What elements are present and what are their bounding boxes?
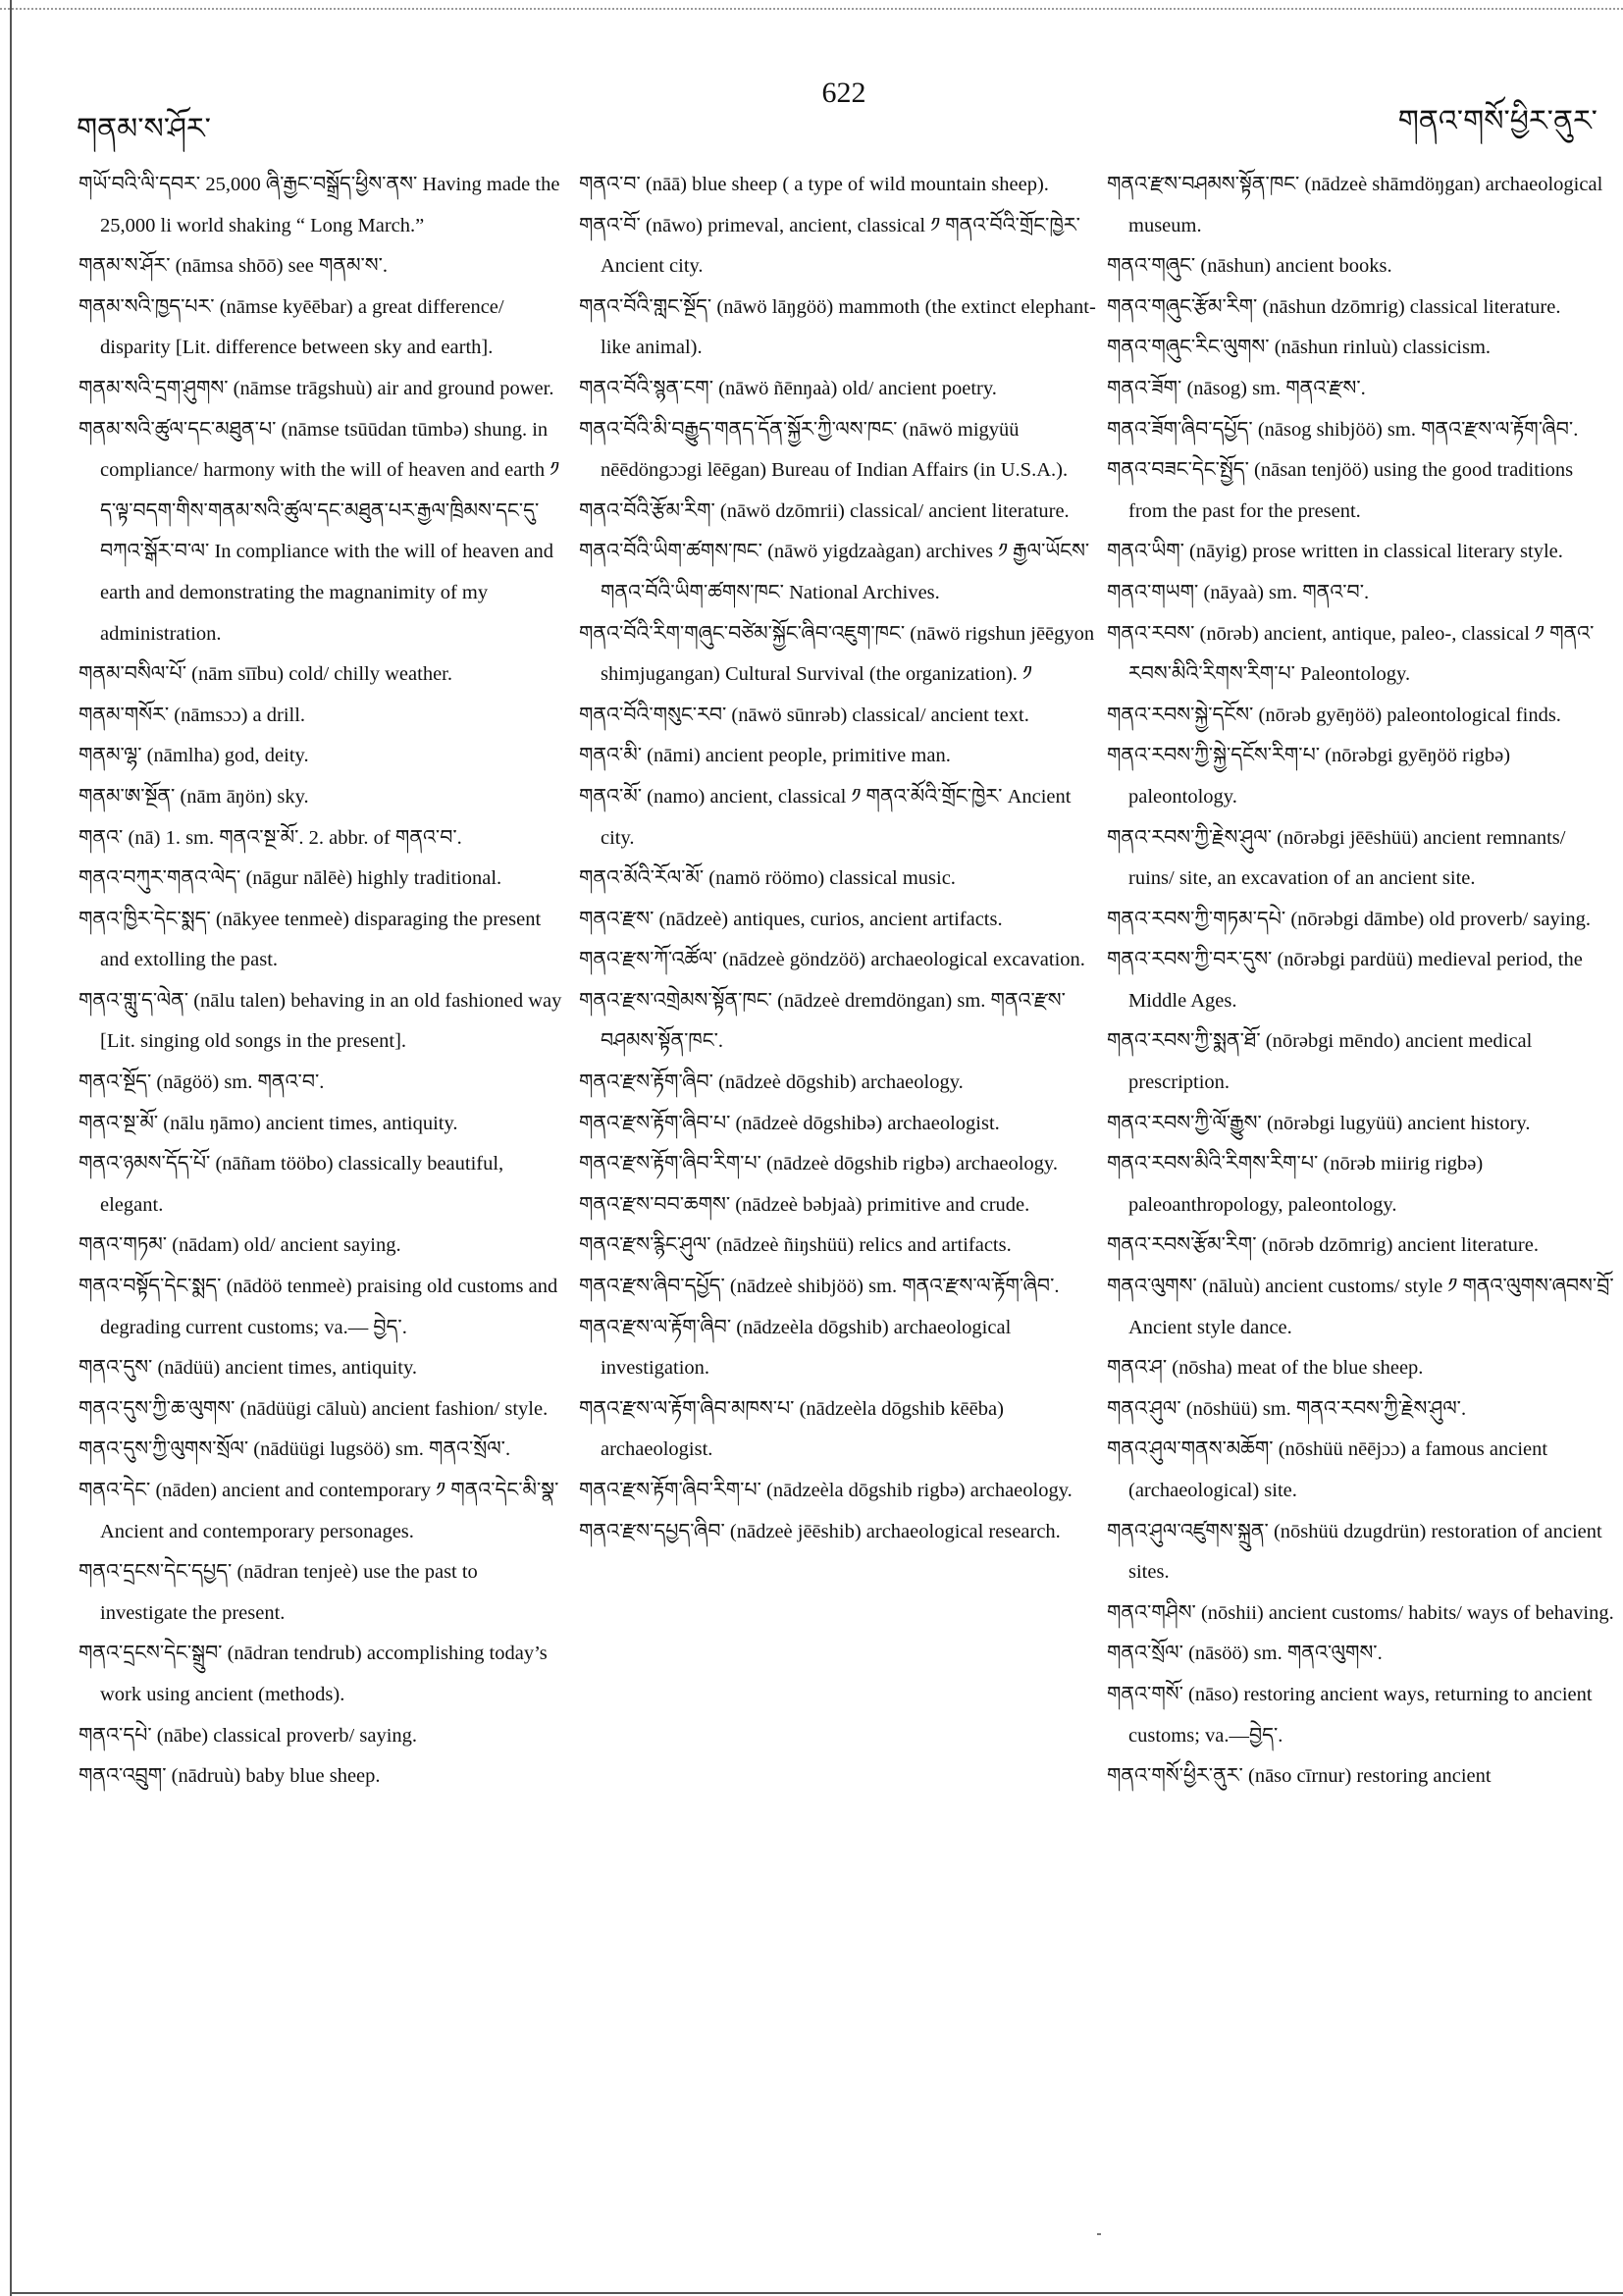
dictionary-entry: གནའ་སྔོད་ (nāgöö) sm. གནའ་བ་.	[79, 1071, 325, 1094]
bottom-scan-edge	[12, 2292, 1623, 2294]
dictionary-entry: གནའ་རྫས་ཀོ་འཚོལ་ (nādzeè göndzöö) archaeological excavation.	[579, 949, 1085, 971]
dictionary-entry: གནའ་བོའི་མི་བརྒྱུད་གནད་དོན་སྐྱོར་ཀྱི་ལས་ཁང་ (nāwö migyüü nēēdöngɔɔgi lēēgan) Bureau of Indian Affairs (in U.S.A.).	[579, 418, 1069, 482]
dictionary-entry: གནའ་ཟོག་ (nāsog) sm. གནའ་རྫས་.	[1107, 377, 1366, 399]
dictionary-entry: གནའ་བོའི་རིག་གཞུང་བཙེམ་སྐྱོང་ཞིབ་འཇུག་ཁང་ (nāwö rigshun jēēgyon shimjugangan) Cultural Survival (the organization). ༡	[579, 622, 1095, 686]
dictionary-entry: གནའ་རབས་སྐྱེ་དངོས་ (nōrəb gyēŋöö) paleontological finds.	[1107, 704, 1561, 726]
dictionary-entry: གནའ་གཞུང་རྩོམ་རིག་ (nāshun dzōmrig) classical literature.	[1107, 295, 1561, 318]
dictionary-entry: གནའ་ཤུལ་གནས་མཆོག་ (nōshüü nēējɔɔ) a famous ancient (archaeological) site.	[1107, 1438, 1548, 1501]
dictionary-entry: གནའ་བོའི་སྙན་ངག་ (nāwö ñēnŋaà) old/ ancient poetry.	[579, 377, 997, 399]
dictionary-entry: གནའ་གཞུང་རིང་ལུགས་ (nāshun rinluù) classicism.	[1107, 337, 1492, 359]
dictionary-entry: གནའ་རབས་ (nōrəb) ancient, antique, paleo-, classical ༡ གནའ་རབས་མིའི་རིགས་རིག་པ་ Paleontology.	[1107, 622, 1595, 686]
dictionary-entry: གནའ་རབས་ཀྱི་སྨན་ཐོ་ (nōrəbgi mēndo) ancient medical prescription.	[1107, 1030, 1533, 1094]
dictionary-entry: གནའ་བཀུར་གནའ་ལེད་ (nāgur nālēè) highly traditional.	[79, 867, 502, 890]
dictionary-entry: གནམ་ཨ་སྔོན་ (nām āŋön) sky.	[79, 785, 309, 808]
dictionary-entry: གནའ་རབས་ཀྱི་གཏམ་དཔེ་ (nōrəbgi dāmbe) old proverb/ saying.	[1107, 908, 1592, 930]
dictionary-entry: གནའ་མོ་ (namo) ancient, classical ༡ གནའ་མོའི་གྲོང་ཁྱེར་ Ancient city.	[579, 785, 1072, 849]
dictionary-entry: གནའ་རྫས་རྟོག་ཞིབ་རིག་པ་ (nādzeèla dōgshib rigbə) archaeology.	[579, 1480, 1073, 1501]
dictionary-entry: གནའ་དཔེ་ (nābe) classical proverb/ saying.	[79, 1724, 418, 1747]
dictionary-entry: གནའ་རྫས་བཤམས་སྟོན་ཁང་ (nādzeè shāmdöŋgan) archaeological museum.	[1107, 174, 1603, 236]
dictionary-entry: གནའ་རྫས་ཞིབ་དཔྱོད་ (nādzeè shibjöö) sm. གནའ་རྫས་ལ་རྟོག་ཞིབ་.	[579, 1276, 1060, 1298]
dictionary-entry: གནའ་རབས་ཀྱི་ལོ་རྒྱུས་ (nōrəbgi lugyüü) ancient history.	[1107, 1112, 1531, 1134]
dictionary-entry: གནའ་གསོ་ (nāso) restoring ancient ways, returning to ancient customs; va.—བྱེད་.	[1107, 1683, 1593, 1747]
dictionary-entry: གནའ་བ་ (nāā) blue sheep ( a type of wild mountain sheep).	[579, 174, 1049, 195]
dictionary-entry: གནའ་མོའི་རོལ་མོ་ (namö röömo) classical music.	[579, 867, 956, 890]
dictionary-entry: གནའ་མི་ (nāmi) ancient people, primitive man.	[579, 745, 951, 767]
dictionary-entry: གནའ་བཟང་དེང་སྤྱོད་ (nāsan tenjöö) using the good traditions from the past for the present.	[1107, 459, 1574, 522]
dictionary-entry: གནའ་གཞུང་ (nāshun) ancient books.	[1107, 255, 1392, 278]
left-guide-word: གནམ་ས་ཤོར་	[77, 113, 211, 145]
dictionary-entry: གནའ་རྫས་དཔྱད་ཞིབ་ (nādzeè jēēshib) archaeological research.	[579, 1520, 1061, 1542]
dictionary-entry: གནའ་ཡིག་ (nāyig) prose written in classical literary style.	[1107, 541, 1563, 563]
dictionary-entry: གནའ་བོའི་གསུང་རབ་ (nāwö sūnrəb) classical/ ancient text.	[579, 704, 1029, 726]
stray-mark	[1097, 2233, 1101, 2235]
dictionary-entry: གནའ་གཤིས་ (nōshii) ancient customs/ habits/ ways of behaving.	[1107, 1601, 1614, 1624]
dictionary-entry: གནའ་རབས་ཀྱི་བར་དུས་ (nōrəbgi pardüü) medieval period, the Middle Ages.	[1107, 949, 1583, 1012]
dictionary-entry: གནའ་ཤ་ (nōsha) meat of the blue sheep.	[1107, 1357, 1424, 1380]
page-number: 622	[821, 77, 866, 109]
dictionary-entry: གནམ་བསིལ་པོ་ (nām sīību) cold/ chilly weather.	[79, 663, 452, 686]
dictionary-entry: གནའ་ཤུལ་འཛུགས་སྐྲུན་ (nōshüü dzugdrün) restoration of ancient sites.	[1107, 1520, 1602, 1584]
dictionary-entry: གནའ་རབས་མིའི་རིགས་རིག་པ་ (nōrəb miirig rigbə) paleoanthropology, paleontology.	[1107, 1153, 1484, 1216]
dictionary-entry: གནའ་བོའི་ཡིག་ཚགས་ཁང་ (nāwö yigdzaàgan) archives ༡ རྒྱལ་ཡོངས་གནའ་བོའི་ཡིག་ཚགས་ཁང་ National Archives.	[579, 541, 1090, 603]
dictionary-entry: གཡོ་བའི་ལི་དབར་ 25,000 ཞི་རྒྱང་བསྒྲོད་ཕྱིས་ནས་ Having made the 25,000 li world shaking “ Long March.”	[79, 174, 560, 236]
dictionary-entry: གནམ་སའི་ཁྱད་པར་ (nāmse kyēēbar) a great difference/ disparity [Lit. difference between sky and earth].	[79, 295, 504, 359]
dictionary-entry: གནའ་དྲངས་དེང་དཔྱད་ (nādran tenjeè) use the past to investigate the present.	[79, 1561, 478, 1624]
dictionary-entry: གནའ་རྫས་ལ་རྟོག་ཞིབ་ (nādzeèla dōgshib) archaeological investigation.	[579, 1316, 1012, 1380]
dictionary-entry: གནའ་དུས་ (nādüü) ancient times, antiquity.	[79, 1357, 417, 1380]
dictionary-entry: གནའ་གླུ་ད་ལེན་ (nālu talen) behaving in an old fashioned way [Lit. singing old songs in the present].	[79, 989, 562, 1053]
column-3	[1107, 165, 1615, 1798]
dictionary-entry: གནའ་རྫས་ (nādzeè) antiques, curios, ancient artifacts.	[579, 908, 1003, 930]
dictionary-entry: གནའ་རྫས་རྟོག་ཞིབ་ (nādzeè dōgshib) archaeology.	[579, 1071, 964, 1094]
dictionary-entry: གནའ་དུས་ཀྱི་ཆ་ལུགས་ (nādüügi cāluù) ancient fashion/ style.	[79, 1397, 549, 1420]
dictionary-entry: གནའ་འབྲུག་ (nādruù) baby blue sheep.	[79, 1765, 381, 1788]
dictionary-entry: གནའ་རབས་ཀྱི་སྐྱེ་དངོས་རིག་པ་ (nōrəbgi gyēŋöö rigbə) paleontology.	[1107, 745, 1511, 808]
dictionary-entry: གནའ་རྫས་བབ་ཆགས་ (nādzeè bəbjaà) primitive and crude.	[579, 1193, 1030, 1216]
dictionary-entry: གནའ་རབས་ཀྱི་རྗེས་ཤུལ་ (nōrəbgi jēēshüü) ancient remnants/ ruins/ site, an excavation of an ancient site.	[1107, 826, 1566, 890]
dictionary-entry: གནའ་གསོ་ཕྱིར་ནུར་ (nāso cīrnur) restoring ancient	[1107, 1765, 1492, 1788]
dictionary-entry: གནའ་ཉམས་དོད་པོ་ (nāñam tööbo) classically beautiful, elegant.	[79, 1153, 504, 1216]
dictionary-entry: གནམ་སའི་ཚུལ་དང་མཐུན་པ་ (nāmse tsūūdan tūmbə) shung. in compliance/ harmony with the will of heaven and earth ༡ ད་ལྟ་བདག་གིས་གནམ་སའི་ཚུལ་དང་མཐུན་པར་རྒྱལ་ཁྲིམས་དང་དུ་བཀའ་སྒོར་བ་ལ་ In compliance with the will of heaven and earth and demonstrating the magnanimity of my administration.	[79, 418, 560, 645]
dictionary-entry: གནའ་རྫས་རྟོག་ཞིབ་པ་ (nādzeè dōgshibə) archaeologist.	[579, 1112, 1000, 1134]
dictionary-entry: གནའ་སྲོལ་ (nāsöö) sm. གནའ་ལུགས་.	[1107, 1643, 1383, 1665]
dictionary-entry: གནའ་ཤུལ་ (nōshüü) sm. གནའ་རབས་ཀྱི་རྗེས་ཤུལ་.	[1107, 1397, 1467, 1420]
left-margin-rule	[10, 0, 12, 2296]
dictionary-entry: གནའ་གཏམ་ (nādam) old/ ancient saying.	[79, 1234, 401, 1257]
column-2	[579, 165, 1097, 1552]
dictionary-entry: གནའ་སྔ་མོ་ (nālu ŋāmo) ancient times, antiquity.	[79, 1112, 458, 1134]
dictionary-entry: གནམ་ལྷ་ (nāmlha) god, deity.	[79, 745, 309, 767]
dictionary-entry: གནའ་ལུགས་ (nāluù) ancient customs/ style ༡ གནའ་ལུགས་ཞབས་བྲོ་ Ancient style dance.	[1107, 1276, 1614, 1338]
dictionary-entry: གནའ་རྫས་རྟོག་ཞིབ་རིག་པ་ (nādzeè dōgshib rigbə) archaeology.	[579, 1153, 1058, 1175]
right-guide-word: གནའ་གསོ་ཕྱིར་ནུར་	[1397, 105, 1597, 137]
dictionary-entry: གནའ་རབས་རྩོམ་རིག་ (nōrəb dzōmrig) ancient literature.	[1107, 1234, 1539, 1257]
dictionary-entry: གནམ་གསོར་ (nāmsɔɔ) a drill.	[79, 704, 306, 726]
dictionary-entry: གནའ་གཡག་ (nāyaà) sm. གནའ་བ་.	[1107, 581, 1370, 603]
dictionary-entry: གནམ་ས་ཤོར་ (nāmsa shōō) see གནམ་ས་.	[79, 255, 389, 278]
dictionary-entry: གནའ་བོའི་གླང་སྔོད་ (nāwö lāŋgöö) mammoth (the extinct elephant-like animal).	[579, 295, 1096, 359]
dictionary-entry: གནའ་དུས་ཀྱི་ལུགས་སྲོལ་ (nādüügi lugsöö) sm. གནའ་སྲོལ་.	[79, 1438, 511, 1461]
dictionary-entry: གནའ་ཟོག་ཞིབ་དཔྱོད་ (nāsog shibjöö) sm. གནའ་རྫས་ལ་རྟོག་ཞིབ་.	[1107, 418, 1579, 441]
dictionary-entry: གནའ་བསྟོད་དེང་སྨད་ (nādöö tenmeè) praising old customs and degrading current customs; va.— བྱེད་.	[79, 1276, 558, 1338]
dictionary-entry: གནའ་ཁྱིར་དེང་སྨད་ (nākyee tenmeè) disparaging the present and extolling the past.	[79, 908, 542, 971]
dictionary-entry: གནའ་རྫས་འགྲེམས་སྟོན་ཁང་ (nādzeè dremdöngan) sm. གནའ་རྫས་བཤམས་སྟོན་ཁང་.	[579, 989, 1066, 1053]
top-scan-edge	[0, 8, 1623, 10]
dictionary-entry: གནའ་རྫས་ལ་རྟོག་ཞིབ་མཁས་པ་ (nādzeèla dōgshib kēēba) archaeologist.	[579, 1397, 1004, 1461]
column-1	[79, 165, 569, 1798]
dictionary-entry: གནའ་དྲངས་དེང་སྒྲུབ་ (nādran tendrub) accomplishing today’s work using ancient (methods).	[79, 1643, 548, 1705]
dictionary-entry: གནའ་བོ་ (nāwo) primeval, ancient, classical ༡ གནའ་བོའི་གྲོང་ཁྱེར་ Ancient city.	[579, 214, 1080, 278]
dictionary-entry: གནའ་ (nā) 1. sm. གནའ་སྔ་མོ་. 2. abbr. of གནའ་བ་.	[79, 826, 462, 849]
dictionary-entry: གནའ་བོའི་རྩོམ་རིག་ (nāwö dzōmrii) classical/ ancient literature.	[579, 499, 1070, 522]
dictionary-entry: གནའ་དེང་ (nāden) ancient and contemporary ༡ གནའ་དེང་མི་སྣ་ Ancient and contemporary personages.	[79, 1480, 559, 1542]
dictionary-entry: གནམ་སའི་དྲག་ཤུགས་ (nāmse trāgshuù) air and ground power.	[79, 377, 554, 399]
dictionary-entry: གནའ་རྫས་རྙིང་ཤུལ་ (nādzeè ñiŋshüü) relics and artifacts.	[579, 1234, 1012, 1257]
